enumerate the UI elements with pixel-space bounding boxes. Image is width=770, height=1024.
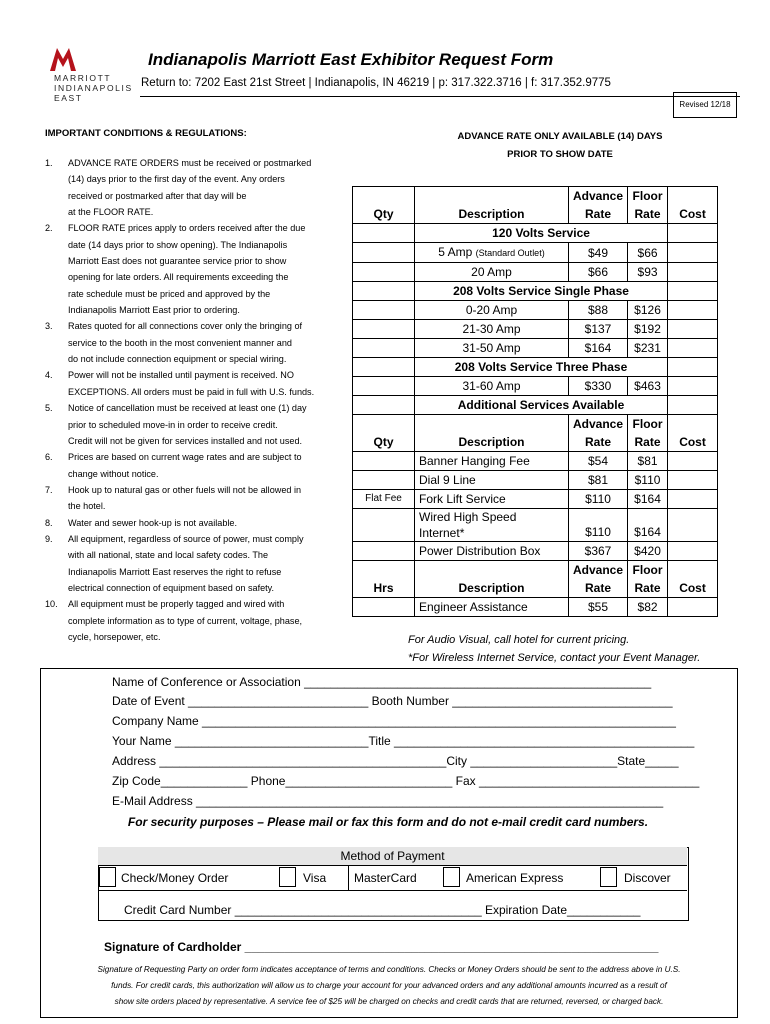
payment-separator xyxy=(348,866,349,890)
mastercard-checkbox[interactable] xyxy=(443,867,460,887)
table-row: 0-20 Amp $88 $126 xyxy=(353,301,718,320)
list-item-line: electrical connection of equipment based on safety. xyxy=(68,582,275,593)
table-row: 5 Amp (Standard Outlet) $49 $66 xyxy=(353,243,718,263)
list-item-line: at the FLOOR RATE. xyxy=(68,207,154,218)
table-row: 21-30 Amp $137 $192 xyxy=(353,320,718,339)
amex-checkbox[interactable] xyxy=(600,867,617,887)
list-item-line: opening for late orders. All requirements exceeding the xyxy=(68,272,289,283)
list-item-number: 2. xyxy=(45,223,53,234)
check-money-order-checkbox[interactable] xyxy=(99,867,116,887)
list-item-number: 5. xyxy=(45,403,53,414)
list-item-line: date (14 days prior to show opening). The Indianapolis xyxy=(68,239,288,250)
list-item xyxy=(45,449,345,482)
list-item-line: Rates quoted for all connections cover only the bringing of xyxy=(68,321,303,332)
list-item-number: 1. xyxy=(45,158,53,168)
audio-visual-note: For Audio Visual, call hotel for current pricing. xyxy=(408,634,630,646)
marriott-logo-icon xyxy=(48,45,78,73)
list-item xyxy=(45,531,345,596)
list-item-line: Notice of cancellation must be received at least one (1) day xyxy=(68,403,307,414)
list-item-line: Water and sewer hook-up is not available. xyxy=(68,517,237,528)
payment-heading: Method of Payment xyxy=(98,847,687,866)
visa-label: Visa xyxy=(303,871,327,885)
visa-checkbox[interactable] xyxy=(279,867,296,887)
form-title: Indianapolis Marriott East Exhibitor Request Form xyxy=(148,50,554,69)
list-item-line: Credit will not be given for services installed and not used. xyxy=(68,435,303,446)
list-item-line: complete information as to type of current, voltage, phase, xyxy=(68,615,303,626)
table-header-row: Qty Description Advance Floor Cost xyxy=(353,187,718,206)
table-row: Power Distribution Box $367 $420 xyxy=(353,542,718,561)
table-row: Flat Fee Fork Lift Service $110 $164 xyxy=(353,490,718,509)
list-item-line: prior to scheduled move-in in order to receive credit. xyxy=(68,419,278,430)
list-item-line: do not include connection equipment or special wiring. xyxy=(68,354,287,365)
list-item-line: (14) days prior to the first day of the event. Any orders xyxy=(68,174,285,185)
list-item-line: EXCEPTIONS. All orders must be paid in full with U.S. funds. xyxy=(68,386,315,397)
list-item xyxy=(45,220,345,318)
address-field[interactable]: Address ___________________________________________City ______________________State_____ xyxy=(112,754,679,768)
list-item xyxy=(45,515,345,531)
list-item-line: Hook up to natural gas or other fuels will not be allowed in xyxy=(68,484,302,495)
check-money-order-label: Check/Money Order xyxy=(121,871,229,885)
signature-field[interactable]: Signature of Cardholder ______________________________________________________________ xyxy=(104,940,659,954)
amex-label: American Express xyxy=(466,871,564,885)
list-item-line: Indianapolis Marriott East reserves the right to refuse xyxy=(68,566,282,577)
list-item-line: All equipment, regardless of source of power, must comply xyxy=(68,533,304,544)
payment-divider xyxy=(98,890,687,891)
wireless-note: *For Wireless Internet Service, contact your Event Manager. xyxy=(408,652,701,664)
company-field[interactable]: Company Name _______________________________________________________________________ xyxy=(112,714,676,728)
list-item xyxy=(45,318,345,367)
list-item-number: 3. xyxy=(45,321,53,332)
logo-wordmark: MARRIOTT INDIANAPOLIS EAST xyxy=(54,73,133,103)
table-row: 20 Amp $66 $93 xyxy=(353,263,718,282)
list-item-number: 4. xyxy=(45,370,53,381)
list-item xyxy=(45,400,345,449)
list-item-line: Indianapolis Marriott East prior to ordering. xyxy=(68,305,240,316)
rates-table: Qty Description Advance Floor Cost Rate Rate 120 Volts Service 5 Amp (Standard Outlet) $49 $66 20 Amp $66 $93 208 Volts Service Single Phase 0-20 Amp $88 $126 21-30 Amp $137 $192 31-50 Amp $164 $231 208 Volts Service Three Phase 31-60 Amp $330 $463 Additional Services Available Qty Description Advance Floor Cost Rate Rate Banner Hanging Fee $54 $81 Dial 9 Line $81 $110 Flat Fee Fork Lift Service $110 $164 Wired High Speed Internet* $110 $164 Power Distribution Box $367 $420 Hrs Description Advance Floor Cost Rate Rate Engineer Assistance $55 $82 xyxy=(352,186,718,617)
date-booth-field[interactable]: Date of Event ___________________________ Booth Number _________________________________ xyxy=(112,694,673,708)
list-item xyxy=(45,596,345,645)
list-item-line: ADVANCE RATE ORDERS must be received or postmarked xyxy=(68,158,312,168)
table-header-row: Hrs Description Advance Floor Cost xyxy=(353,561,718,580)
credit-card-field[interactable]: Credit Card Number _____________________________________ Expiration Date___________ xyxy=(124,903,641,917)
list-item-line: change without notice. xyxy=(68,468,159,479)
list-item-line: Prices are based on current wage rates and are subject to xyxy=(68,452,302,463)
security-notice: For security purposes – Please mail or fax this form and do not e-mail credit card numbers. xyxy=(127,815,649,829)
discover-label: Discover xyxy=(624,871,671,885)
fine-print: Signature of Requesting Party on order form indicates acceptance of terms and conditions. Checks or Money Orders should be sent to the address above in U.S. funds. For credit cards, this authorization will allow us to charge your account for your advanced orders and any additional amounts incurred as a result of show site orders placed by representative. A service fee of $25 will be charged on checks and credit cards that are returned, reversed, or charged back. xyxy=(97,965,681,1006)
list-item xyxy=(45,367,345,400)
list-item-line: rate schedule must be priced and approved by the xyxy=(68,288,271,299)
table-row: 31-60 Amp $330 $463 xyxy=(353,377,718,396)
conference-field[interactable]: Name of Conference or Association ____________________________________________________ xyxy=(112,675,652,689)
table-row: Banner Hanging Fee $54 $81 xyxy=(353,452,718,471)
list-item xyxy=(45,482,345,515)
return-address: Return to: 7202 East 21st Street | Indianapolis, IN 46219 | p: 317.322.3716 | f: 317.352.9775 xyxy=(141,77,611,89)
list-item-number: 9. xyxy=(45,533,53,544)
list-item xyxy=(45,155,345,220)
table-header-row: Qty Description Advance Floor Cost xyxy=(353,415,718,434)
list-item-number: 7. xyxy=(45,484,53,495)
list-item-line: service to the booth in the most convenient manner and xyxy=(68,337,292,348)
list-item-line: Marriott East does not guarantee service prior to show xyxy=(68,256,287,267)
list-item-number: 6. xyxy=(45,452,53,463)
name-title-field[interactable]: Your Name _____________________________Title _____________________________________________ xyxy=(112,734,695,748)
table-row: 31-50 Amp $164 $231 xyxy=(353,339,718,358)
advance-rate-heading: ADVANCE RATE ONLY AVAILABLE (14) DAYS PRIOR TO SHOW DATE xyxy=(457,131,663,160)
list-item-line: All equipment must be properly tagged and wired with xyxy=(68,599,285,610)
list-item-line: cycle, horsepower, etc. xyxy=(68,631,161,642)
list-item-line: received or postmarked after that day will be xyxy=(68,190,247,201)
table-row: Wired High Speed Internet* $110 $164 xyxy=(353,509,718,542)
list-item-line: with all national, state and local safety codes. The xyxy=(68,550,269,561)
list-item-number: 8. xyxy=(45,517,53,528)
list-item-line: Power will not be installed until payment is received. NO xyxy=(68,370,294,381)
list-item-line: the hotel. xyxy=(68,501,106,512)
zip-phone-fax-field[interactable]: Zip Code_____________ Phone_________________________ Fax _________________________________ xyxy=(112,774,700,788)
conditions-heading: IMPORTANT CONDITIONS & REGULATIONS: xyxy=(45,128,247,139)
conditions-list xyxy=(45,155,345,655)
mastercard-label: MasterCard xyxy=(354,871,417,885)
email-field[interactable]: E-Mail Address ______________________________________________________________________ xyxy=(112,794,664,808)
list-item-line: FLOOR RATE prices apply to orders received after the due xyxy=(68,223,306,234)
list-item-number: 10. xyxy=(45,599,58,610)
table-row: Dial 9 Line $81 $110 xyxy=(353,471,718,490)
revised-badge: Revised 12/18 xyxy=(673,92,737,118)
header-divider xyxy=(140,96,740,97)
table-row: Engineer Assistance $55 $82 xyxy=(353,598,718,617)
